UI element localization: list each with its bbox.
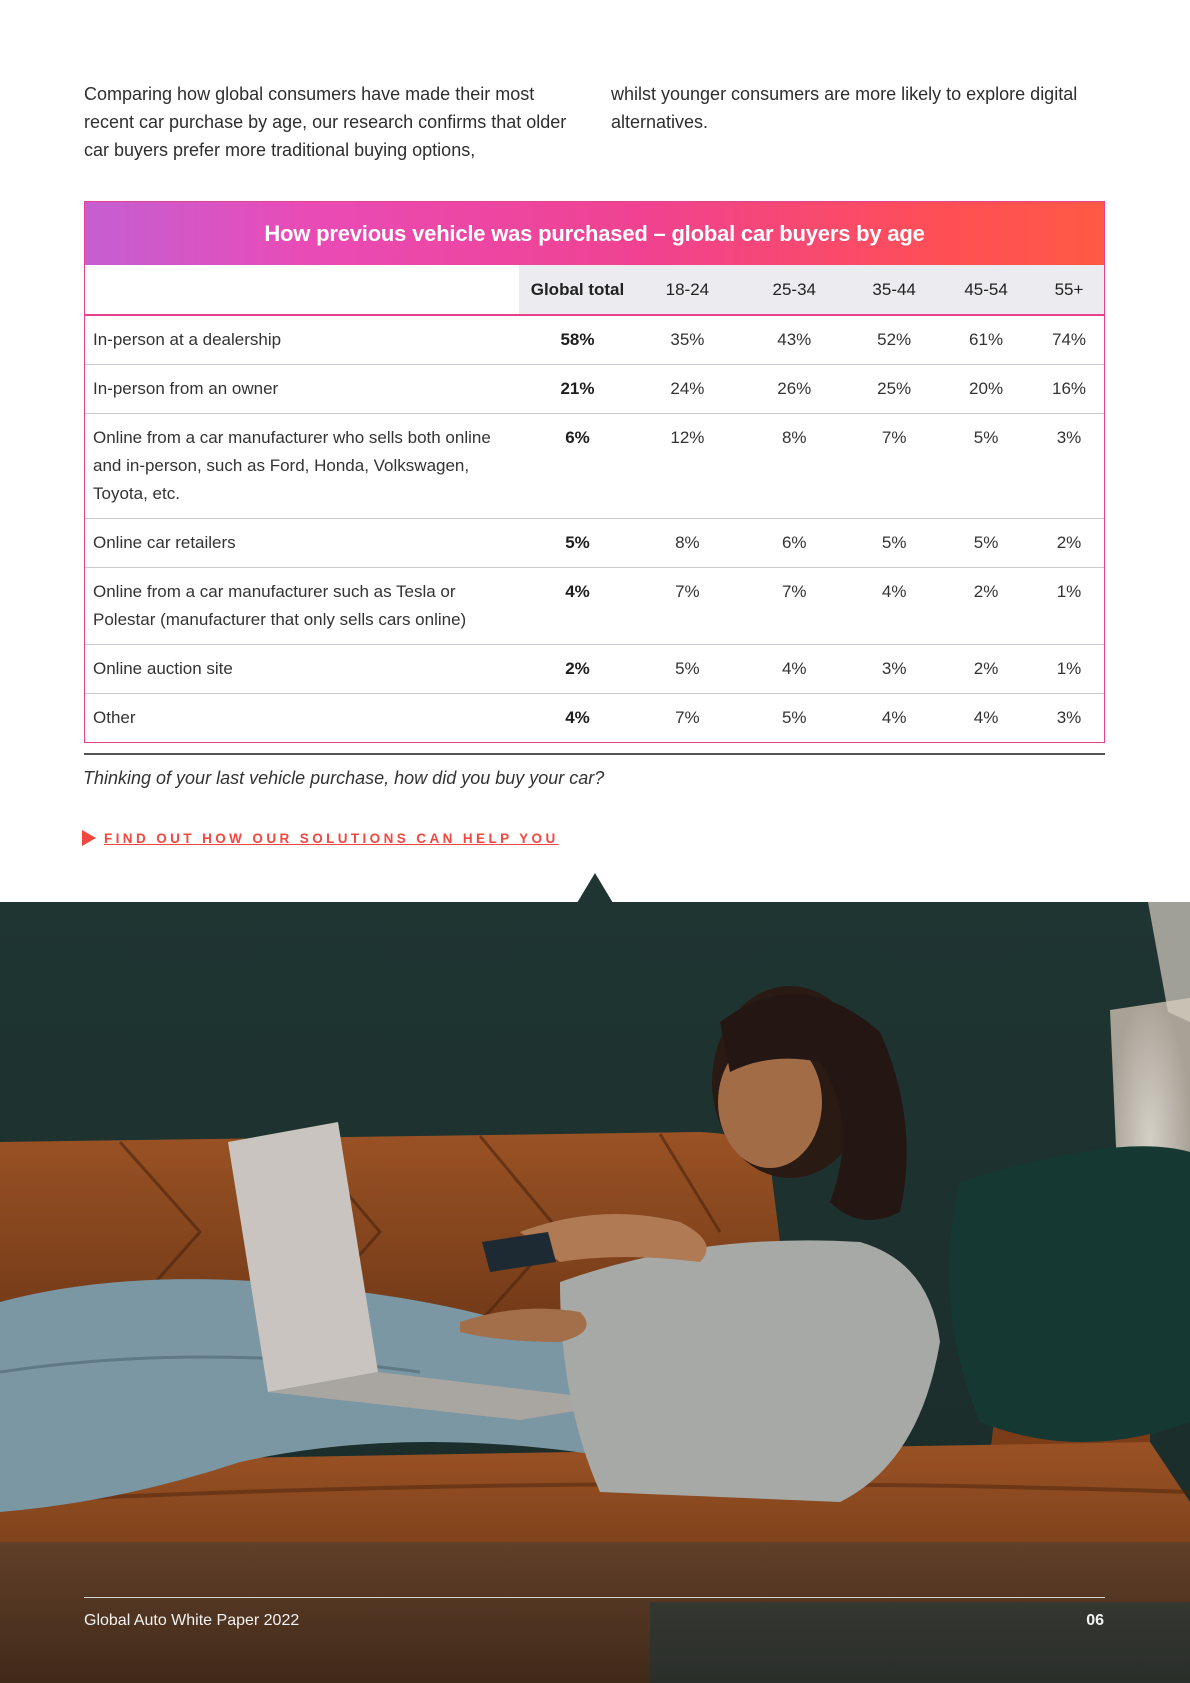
cell-55-plus: 16% [1034, 365, 1104, 414]
intro-column-2: whilst younger consumers are more likely to explore digital alternatives. [611, 84, 1078, 132]
cell-25-34: 43% [777, 330, 812, 349]
cell-35-44: 4% [850, 694, 938, 743]
data-table [85, 265, 1104, 742]
cell-35-44: 3% [850, 645, 938, 694]
table-row [85, 365, 1104, 414]
cell-35-44: 4% [850, 568, 938, 645]
hero-photo-woman-on-laptop [0, 902, 1190, 1683]
cell-35-44: 52% [877, 330, 912, 349]
play-arrow-icon [82, 830, 96, 846]
table-divider [84, 753, 1105, 755]
purchase-method-table [84, 201, 1105, 743]
footer-divider [84, 1597, 1105, 1598]
header-blank-cell [85, 265, 519, 315]
cell-global-total: 4% [519, 694, 637, 743]
cell-45-54: 4% [938, 694, 1034, 743]
table-row [85, 519, 1104, 568]
cell-global-total: 4% [519, 568, 637, 645]
cell-25-34: 6% [738, 519, 850, 568]
table-header-row [85, 265, 1104, 315]
cell-18-24: 7% [636, 568, 738, 645]
column-header-35-44: 35-44 [850, 265, 938, 315]
column-header-18-24: 18-24 [636, 265, 738, 315]
cell-45-54: 2% [938, 568, 1034, 645]
cell-55-plus: 3% [1034, 414, 1104, 519]
row-label: Other [85, 694, 519, 743]
cell-global-total: 58% [560, 330, 595, 349]
row-label: In-person from an owner [85, 365, 519, 414]
table-row [85, 568, 1104, 645]
intro-text [84, 80, 1104, 164]
cell-55-plus: 74% [1051, 330, 1087, 349]
cell-18-24: 35% [670, 330, 705, 349]
cell-55-plus: 1% [1034, 645, 1104, 694]
cell-25-34: 4% [738, 645, 850, 694]
row-label: Online from a car manufacturer who sells both online and in-person, such as Ford, Honda, Volkswagen, Toyota, etc. [85, 414, 519, 519]
row-label: Online car retailers [85, 519, 519, 568]
cell-25-34: 7% [738, 568, 850, 645]
cell-18-24: 12% [636, 414, 738, 519]
cell-35-44: 7% [850, 414, 938, 519]
photo-illustration [0, 902, 1190, 1683]
cell-global-total: 2% [519, 645, 637, 694]
cell-55-plus: 2% [1034, 519, 1104, 568]
column-header-global-total: Global total [519, 265, 637, 315]
cell-55-plus: 3% [1034, 694, 1104, 743]
cell-global-total: 5% [519, 519, 637, 568]
row-label: Online auction site [85, 645, 519, 694]
cell-45-54: 2% [938, 645, 1034, 694]
table-row [85, 414, 1104, 519]
column-header-55-plus: 55+ [1034, 265, 1104, 315]
cta-link[interactable] [82, 830, 559, 846]
cell-25-34: 26% [738, 365, 850, 414]
row-label: In-person at a dealership [93, 330, 282, 349]
cell-global-total: 6% [519, 414, 637, 519]
column-header-45-54: 45-54 [938, 265, 1034, 315]
cell-18-24: 7% [636, 694, 738, 743]
photo-notch [577, 873, 613, 903]
table-row [85, 645, 1104, 694]
intro-column-1: Comparing how global consumers have made their most recent car purchase by age, our research confirms that older car buyers prefer more traditional buying options, [84, 84, 567, 160]
cell-18-24: 24% [636, 365, 738, 414]
cell-18-24: 5% [636, 645, 738, 694]
cta-label: FIND OUT HOW OUR SOLUTIONS CAN HELP YOU [104, 830, 559, 846]
cell-global-total: 21% [519, 365, 637, 414]
cell-45-54: 5% [938, 519, 1034, 568]
survey-question: Thinking of your last vehicle purchase, how did you buy your car? [83, 768, 605, 788]
cell-55-plus: 1% [1034, 568, 1104, 645]
row-label: Online from a car manufacturer such as Tesla or Polestar (manufacturer that only sells cars online) [85, 568, 519, 645]
table-row [85, 315, 1104, 365]
page-number: 06 [1086, 1612, 1104, 1629]
cell-25-34: 8% [738, 414, 850, 519]
table-title: How previous vehicle was purchased – global car buyers by age [85, 202, 1104, 265]
cell-25-34: 5% [738, 694, 850, 743]
table-row [85, 694, 1104, 743]
cell-45-54: 5% [938, 414, 1034, 519]
footer-title: Global Auto White Paper 2022 [84, 1612, 300, 1629]
cell-45-54: 20% [938, 365, 1034, 414]
cell-35-44: 25% [850, 365, 938, 414]
cell-35-44: 5% [850, 519, 938, 568]
cell-45-54: 61% [969, 330, 1004, 349]
column-header-25-34: 25-34 [738, 265, 850, 315]
cell-18-24: 8% [636, 519, 738, 568]
